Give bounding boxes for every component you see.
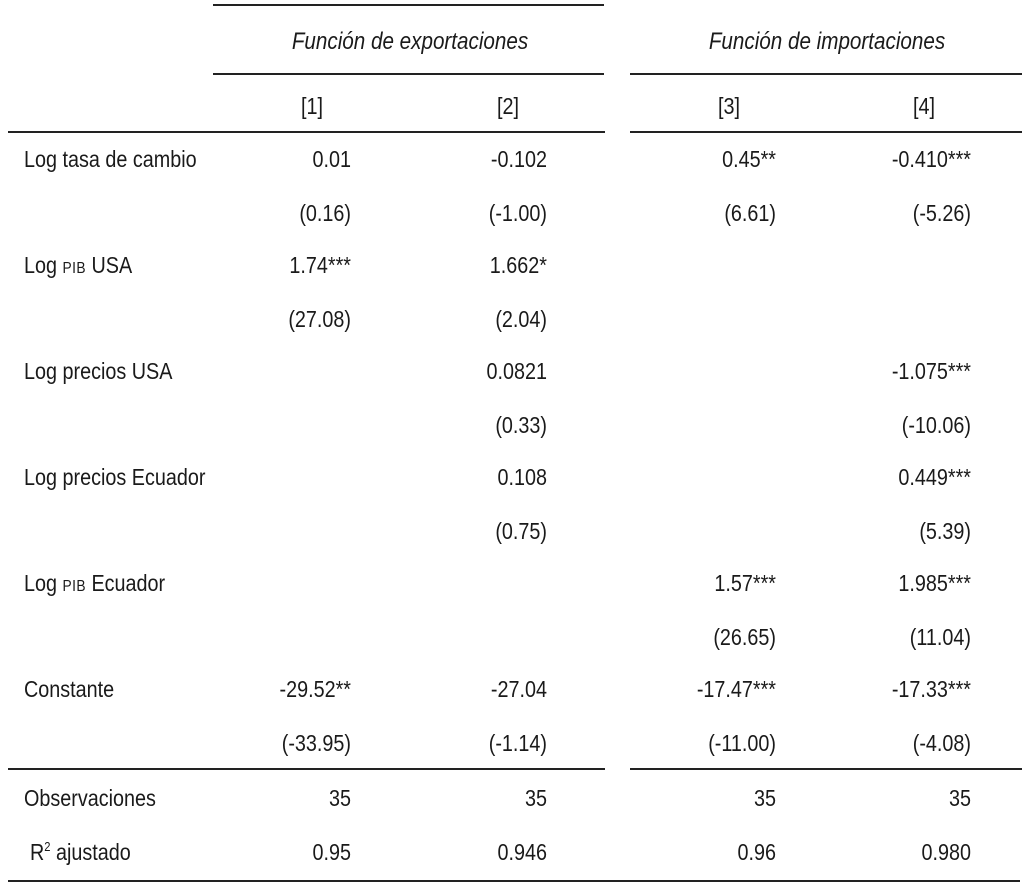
tstat-cell: (0.16) [299, 200, 351, 226]
tstat-cell: (-5.26) [912, 200, 971, 226]
tstat-cell: (-33.95) [281, 730, 351, 756]
row-label [24, 675, 114, 703]
row-label [24, 463, 205, 491]
coefficient-cell: 0.45** [722, 146, 776, 172]
column-number: [3] [717, 93, 740, 119]
table-rule [630, 131, 1022, 133]
coefficient-cell: 1.74*** [289, 252, 351, 278]
footer-value: 35 [524, 785, 547, 811]
tstat-cell: (0.75) [495, 518, 547, 544]
coefficient-cell: -1.075*** [891, 358, 971, 384]
tstat-cell: (11.04) [909, 624, 971, 650]
row-label-text: Ecuador [85, 570, 166, 596]
tstat-cell: (-10.06) [901, 412, 971, 438]
row-label [24, 251, 132, 283]
coefficient-cell: 1.985*** [898, 570, 971, 596]
row-label [24, 569, 165, 601]
tstat-cell: (-11.00) [708, 730, 776, 756]
footer-label [24, 784, 156, 812]
coefficient-cell: 0.0821 [486, 358, 547, 384]
group-header: Función de exportaciones [291, 28, 529, 55]
row-label-text: Log [24, 570, 63, 596]
coefficient-cell: 0.01 [312, 146, 351, 172]
tstat-cell: (26.65) [713, 624, 776, 650]
row-label-text: Log precios USA [24, 358, 173, 384]
row-label-smallcaps: PIB [62, 578, 86, 595]
table-rule [630, 768, 1022, 770]
coefficient-cell: -0.410*** [891, 146, 971, 172]
footer-value: 35 [753, 785, 776, 811]
tstat-cell: (5.39) [919, 518, 971, 544]
footer-label-text: ajustado [50, 839, 131, 865]
footer-label-text: Observaciones [24, 785, 156, 811]
table-rule [630, 73, 1022, 75]
tstat-cell: (2.04) [495, 306, 547, 332]
footer-value: 0.96 [737, 839, 776, 865]
column-number: [1] [300, 93, 323, 119]
footer-value: 0.946 [497, 839, 547, 865]
row-label-text: Log [24, 252, 63, 278]
coefficient-cell: 1.57*** [714, 570, 776, 596]
table-rule [213, 4, 604, 6]
group-header: Función de importaciones [708, 28, 946, 55]
coefficient-cell: -27.04 [490, 676, 547, 702]
footer-value: 35 [328, 785, 351, 811]
row-label-text: Log precios Ecuador [24, 464, 206, 490]
coefficient-cell: -17.47*** [696, 676, 776, 702]
row-label-text: USA [85, 252, 133, 278]
tstat-cell: (0.33) [495, 412, 547, 438]
footer-label-superscript: 2 [44, 839, 51, 854]
tstat-cell: (27.08) [288, 306, 351, 332]
coefficient-cell: 1.662* [489, 252, 547, 278]
row-label-smallcaps: PIB [62, 260, 86, 277]
table-rule [8, 768, 605, 770]
column-number: [2] [496, 93, 519, 119]
tstat-cell: (-1.14) [488, 730, 547, 756]
coefficient-cell: -17.33*** [891, 676, 971, 702]
footer-value: 0.980 [921, 839, 971, 865]
footer-value: 0.95 [312, 839, 351, 865]
table-rule [213, 73, 604, 75]
table-rule [8, 880, 1020, 882]
footer-label-text: R [30, 839, 45, 865]
coefficient-cell: 0.108 [497, 464, 547, 490]
row-label [24, 357, 172, 385]
tstat-cell: (-1.00) [488, 200, 547, 226]
column-number: [4] [912, 93, 935, 119]
footer-value: 35 [948, 785, 971, 811]
footer-label [30, 838, 131, 866]
tstat-cell: (-4.08) [912, 730, 971, 756]
coefficient-cell: -29.52** [279, 676, 351, 702]
coefficient-cell: -0.102 [490, 146, 547, 172]
row-label-text: Constante [24, 676, 115, 702]
table-rule [8, 131, 605, 133]
tstat-cell: (6.61) [724, 200, 776, 226]
row-label-text: Log tasa de cambio [24, 146, 197, 172]
coefficient-cell: 0.449*** [898, 464, 971, 490]
